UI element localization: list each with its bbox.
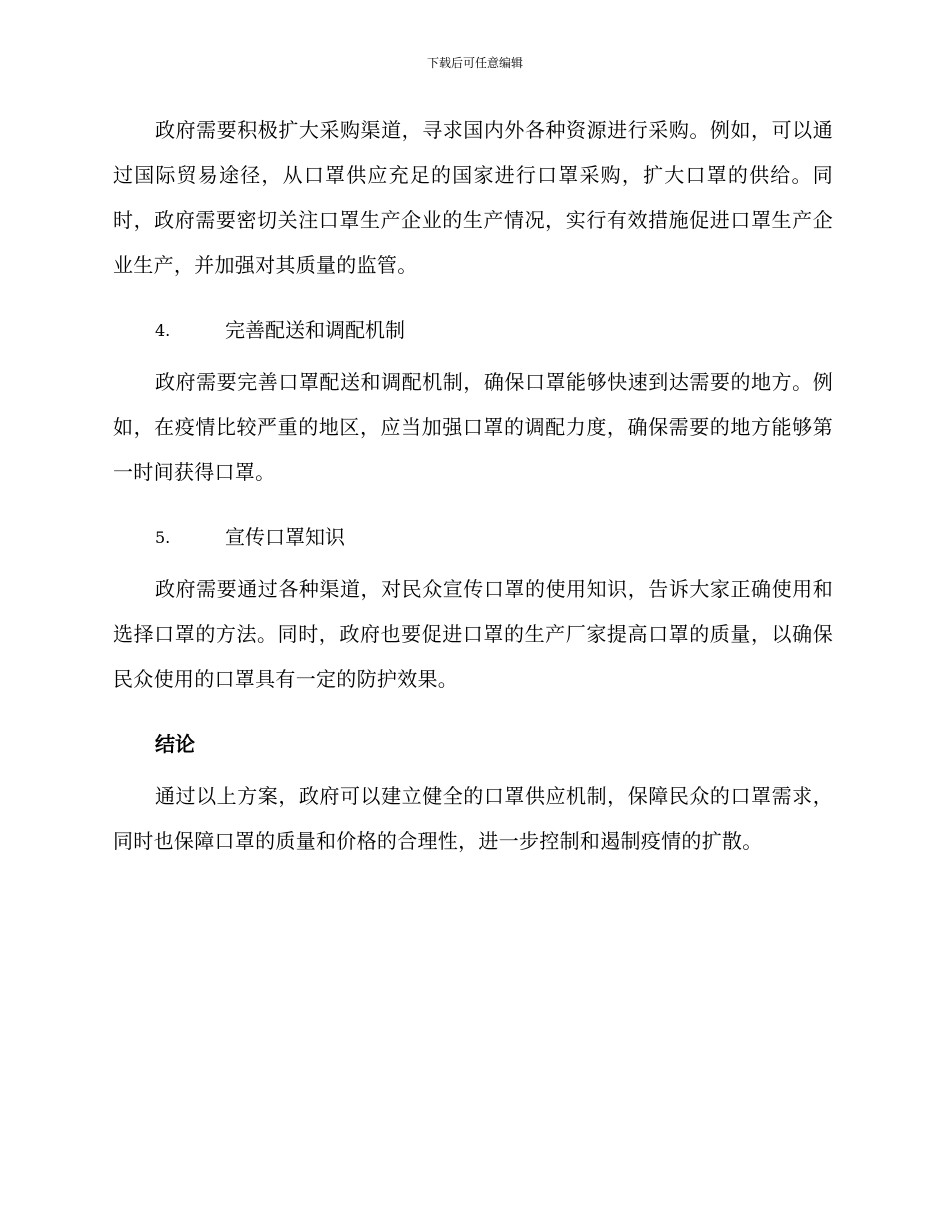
paragraph-distribution: 政府需要完善口罩配送和调配机制，确保口罩能够快速到达需要的地方。例如，在疫情比较严重的地区，应当加强口罩的调配力度，确保需要的地方能够第一时间获得口罩。 [113,370,833,484]
list-item-heading-5 [113,507,833,567]
list-item-title: 完善配送和调配机制 [225,317,405,342]
paragraph-publicity: 政府需要通过各种渠道，对民众宣传口罩的使用知识，告诉大家正确使用和选择口罩的方法。同时，政府也要促进口罩的生产厂家提高口罩的质量，以确保民众使用的口罩具有一定的防护效果。 [113,577,833,691]
list-item-title: 宣传口罩知识 [225,524,345,549]
header-note: 下载后可任意编辑 [426,56,523,70]
paragraph-conclusion: 通过以上方案，政府可以建立健全的口罩供应机制，保障民众的口罩需求，同时也保障口罩的质量和价格的合理性，进一步控制和遏制疫情的扩散。 [113,784,833,853]
list-item-number: 5. [155,527,171,547]
paragraph-procurement: 政府需要积极扩大采购渠道，寻求国内外各种资源进行采购。例如，可以通过国际贸易途径，从口罩供应充足的国家进行口罩采购，扩大口罩的供给。同时，政府需要密切关注口罩生产企业的生产情况，实行有效措施促进口罩生产企业生产，并加强对其质量的监管。 [113,118,833,277]
document-body [113,108,833,864]
list-item-heading-4 [113,300,833,360]
list-item-number: 4. [155,320,171,340]
conclusion-heading: 结论 [155,731,195,756]
